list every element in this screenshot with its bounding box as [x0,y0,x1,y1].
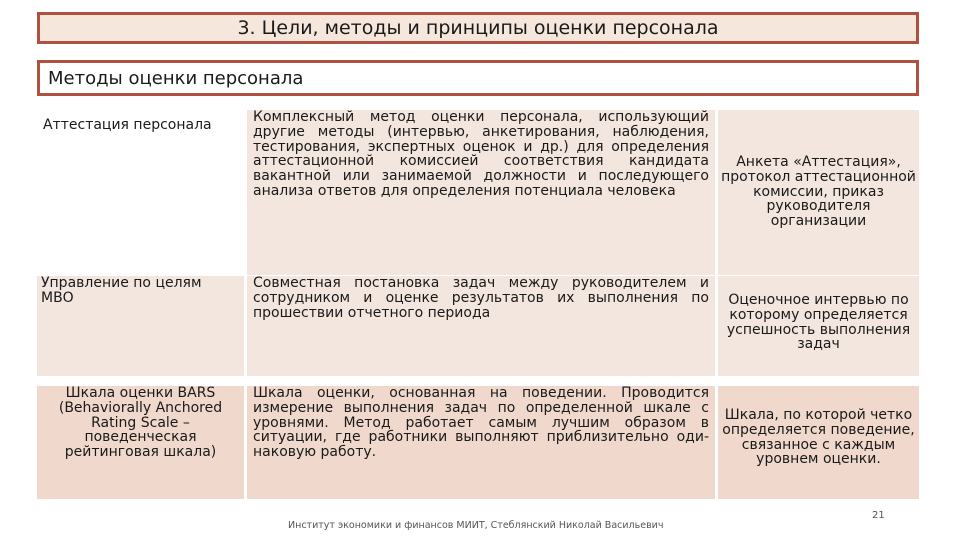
document-cell: Оценочное интервью по которому определяется успешность выполнения задач [718,276,919,376]
method-cell: Управление по целям МВО [37,276,244,376]
document-cell: Анкета «Аттестация», протокол аттестационной комиссии, приказ руководителя организации [718,110,919,275]
page-number: 21 [872,510,885,521]
section-heading: Методы оценки персонала [37,60,919,96]
slide-title: 3. Цели, методы и принципы оценки персонала [37,12,919,44]
table-row [37,110,919,275]
footer-text: Институт экономики и финансов МИИТ, Стеблянский Николай Васильевич [288,520,664,531]
method-cell: Аттестация персонала [43,117,212,133]
description-cell: Шкала оценки, основанная на поведении. Проводится измерение выполнения задач по определенной шкале с уровнями. Метод работает самым лучшим образом в ситуации, где работники выполняют приблизительно оди-наковую работу. [247,386,715,499]
description-cell: Комплексный метод оценки персонала, использующий другие методы (интервью, анкетирования, наблюдения, тестирования, экспертных оценок и др.) для определения аттестационной комиссией соответствия кандидата вакантной или занимаемой должности и последующего анализа ответов для определения потенциала человека [247,110,715,275]
table-row [37,386,919,499]
table-row [37,276,919,376]
document-cell: Шкала, по которой четко определяется поведение, связанное с каждым уровнем оценки. [718,386,919,499]
method-cell: Шкала оценки BARS (Behaviorally Anchored Rating Scale – поведенческая рейтинговая шкала) [37,386,244,499]
description-cell: Совместная постановка задач между руководителем и сотрудником и оценке результатов их выполнения по прошествии отчетного периода [247,276,715,376]
